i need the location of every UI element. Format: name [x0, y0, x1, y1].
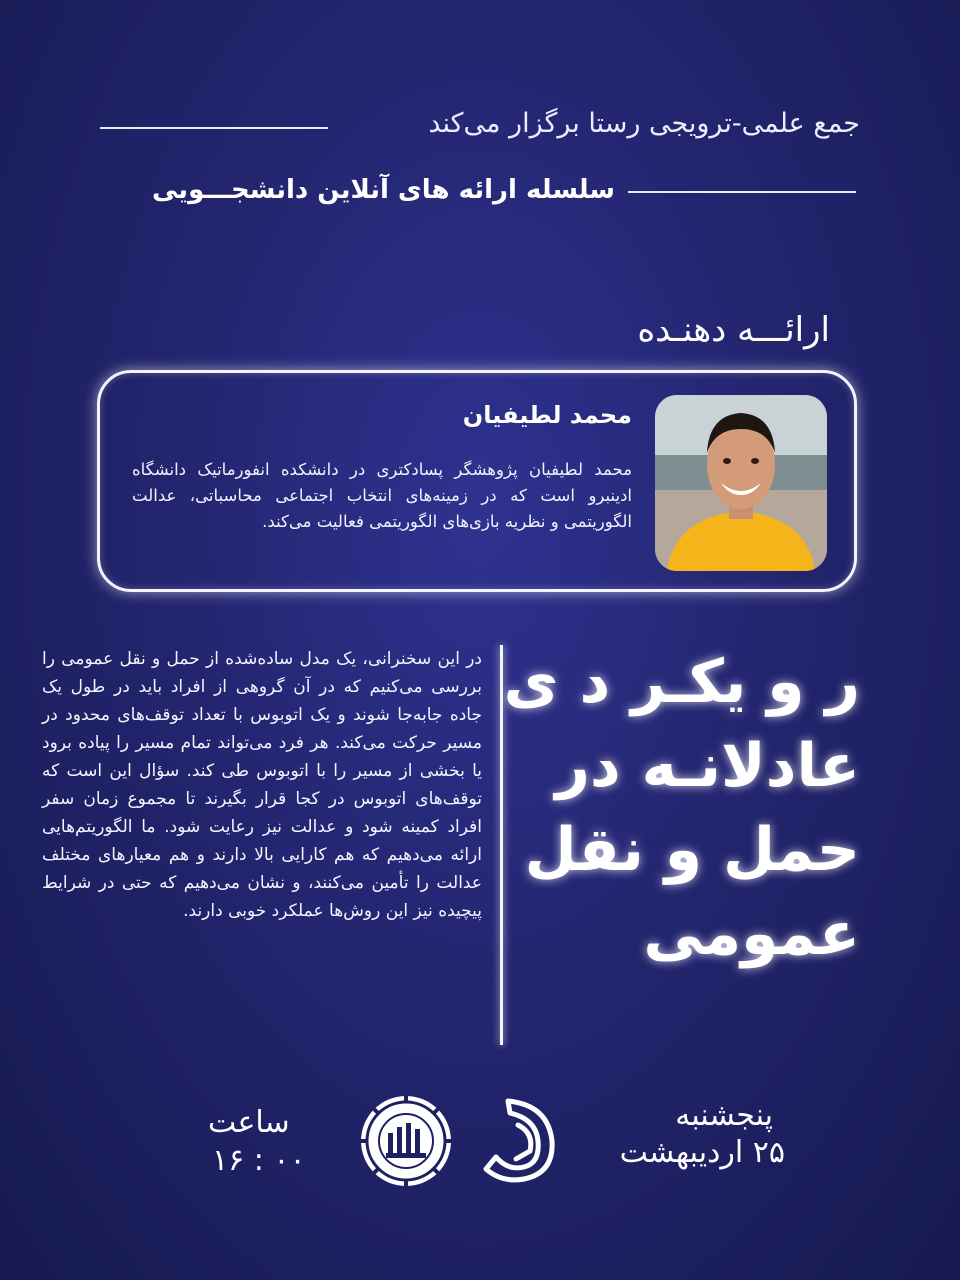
speaker-portrait-icon — [655, 395, 827, 571]
talk-description: در این سخنرانی، یک مدل ساده‌شده از حمل و نقل عمومی را بررسی می‌کنیم که در آن گروهی از افراد باید در طول یک جاده جابه‌جا شوند و یک اتوبوس با تعداد توقف‌های محدود در مسیر حرکت می‌کند. هر فرد می‌تواند تمام مسیر را پیاده برود یا بخشی از مسیر را با اتوبوس طی کند. سؤال این است که توقف‌های اتوبوس در کجا قرار بگیرند تا مجموع زمان سفر افراد کمینه شود و عدالت نیز رعایت شود. ما الگوریتم‌هایی ارائه می‌دهیم که هم کارایی بالا دارند و هم معیارهای مختلف عدالت را تأمین می‌کنند، و نشان می‌دهیم که حتی در شرایط پیچیده نیز این روش‌ها عملکرد خوبی دارند. — [42, 649, 482, 921]
event-date: ۲۵ اردیبهشت — [619, 1135, 785, 1170]
talk-title-line: ر و یکـر د ی — [503, 647, 860, 717]
event-day: پنجشنبه — [675, 1098, 773, 1133]
series-divider — [628, 191, 856, 193]
series-title: سلسله ارائه های آنلاین دانشجـــویی — [152, 175, 615, 205]
presenter-heading: ارائـــه دهنـده — [637, 310, 830, 350]
time-label: ساعت — [208, 1105, 290, 1140]
section-divider — [500, 645, 503, 1045]
talk-title-line: عادلانـه در — [555, 731, 860, 801]
presenter-card — [97, 370, 857, 592]
organizer-divider — [100, 127, 328, 129]
university-logo-icon — [358, 1093, 454, 1189]
talk-title — [503, 640, 860, 976]
speaker-bio: محمد لطیفیان پژوهشگر پسادکتری در دانشکده انفورماتیک دانشگاه ادینبرو است که در زمینه‌های انتخاب اجتماعی محاسباتی، عدالت الگوریتمی و نظریه بازی‌های الگوریتمی فعالیت می‌کند. — [132, 460, 632, 531]
rasta-logo-icon — [478, 1095, 564, 1185]
speaker-photo — [655, 395, 827, 571]
talk-title-line: عمومی — [643, 899, 860, 969]
speaker-name: محمد لطیفیان — [462, 401, 632, 429]
talk-title-line: حمل و نقل — [524, 815, 860, 885]
time-value: ۱۶ : ۰۰ — [212, 1143, 306, 1178]
organizer-text: جمع علمی-ترویجی رستا برگزار می‌کند — [428, 108, 860, 139]
